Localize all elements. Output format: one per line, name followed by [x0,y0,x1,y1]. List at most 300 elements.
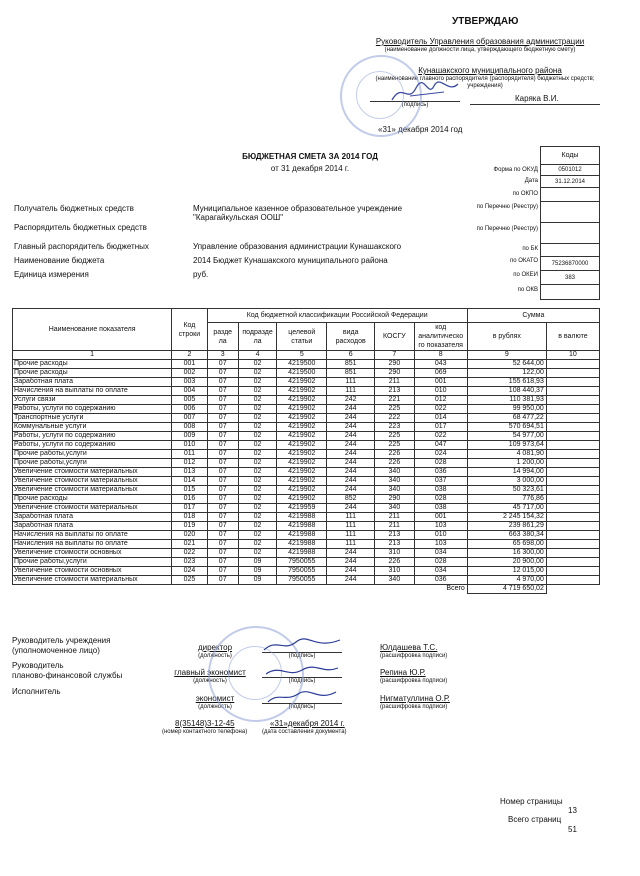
row-kosgu: 226 [375,558,415,567]
row-currency [546,396,599,405]
row-currency [546,549,599,558]
row-name: Начисления на выплаты по оплате [13,531,172,540]
column-number: 2 [172,351,207,360]
row-section: 07 [207,558,238,567]
row-expense-type: 111 [327,378,375,387]
row-code: 010 [172,441,207,450]
row-kosgu: 310 [375,549,415,558]
col-header-currency: в валюте [546,323,599,351]
row-sum: 20 900,00 [467,558,546,567]
row-target: 4219902 [277,423,327,432]
row-target: 4219902 [277,387,327,396]
row-currency [546,531,599,540]
row-code: 012 [172,459,207,468]
row-section: 07 [207,495,238,504]
row-sum: 1 200,00 [467,459,546,468]
row-expense-type: 111 [327,540,375,549]
col-header-subsection: подразде ла [238,323,277,351]
row-currency [546,576,599,585]
row-section: 07 [207,369,238,378]
row-name: Работы, услуги по содержанию [13,441,172,450]
row-expense-type: 852 [327,495,375,504]
row-sum: 12 015,00 [467,567,546,576]
row-subsection: 09 [238,558,277,567]
row-name: Увеличение стоимости основных [13,567,172,576]
head-label-2: (уполномоченное лицо) [12,646,100,655]
date-hint: (дата составления документа) [262,729,347,735]
row-code: 019 [172,522,207,531]
row-name: Увеличение стоимости материальных [13,486,172,495]
approver-signature [390,78,460,106]
row-target: 4219902 [277,441,327,450]
row-target: 4219902 [277,378,327,387]
approval-date: «31» декабря 2014 год [378,125,463,134]
fin-name: Репина Ю.Р. [380,668,426,677]
row-subsection: 02 [238,477,277,486]
approver-position: Руководитель Управления образования администрации [375,37,585,46]
row-expense-type: 111 [327,513,375,522]
row-section: 07 [207,432,238,441]
row-subsection: 02 [238,396,277,405]
table-row [13,477,600,486]
row-kosgu: 340 [375,576,415,585]
row-analytic: 103 [414,522,467,531]
row-expense-type: 244 [327,450,375,459]
row-sum: 776,86 [467,495,546,504]
row-sum: 52 644,00 [467,360,546,369]
row-kosgu: 340 [375,468,415,477]
recipient-value-2: "Карагайкульская ООШ" [193,213,284,222]
exec-position-hint: (должность) [198,704,232,710]
table-row [13,558,600,567]
row-sum: 122,00 [467,369,546,378]
row-currency [546,504,599,513]
row-section: 07 [207,513,238,522]
row-analytic: 022 [414,405,467,414]
row-currency [546,369,599,378]
row-name: Начисления на выплаты по оплате [13,540,172,549]
row-kosgu: 223 [375,423,415,432]
row-analytic: 014 [414,414,467,423]
row-name: Прочие работы,услуги [13,459,172,468]
col-header-line-code: Код строки [172,309,207,351]
row-subsection: 02 [238,360,277,369]
col-header-analytic: код аналитическо го показателя [414,323,467,351]
table-row [13,549,600,558]
table-row [13,450,600,459]
table-row [13,504,600,513]
row-expense-type: 244 [327,504,375,513]
head-signature [262,636,342,654]
head-signature-hint: (подпись) [288,653,316,659]
row-analytic: 012 [414,396,467,405]
row-section: 07 [207,522,238,531]
table-row [13,513,600,522]
row-code: 025 [172,576,207,585]
col-header-section: разде ла [207,323,238,351]
row-currency [546,441,599,450]
row-target: 4219988 [277,540,327,549]
table-row [13,396,600,405]
approver-name: Каряка В.И. [515,94,559,103]
row-kosgu: 290 [375,369,415,378]
row-subsection: 02 [238,468,277,477]
row-section: 07 [207,378,238,387]
code-list-1 [541,202,600,223]
recipient-value-1: Муниципальное казенное образовательное учреждение [193,204,403,213]
row-section: 07 [207,504,238,513]
row-subsection: 02 [238,369,277,378]
code-okei: 383 [541,271,600,285]
row-subsection: 09 [238,567,277,576]
budget-label: Наименование бюджета [14,256,105,265]
column-number: 10 [546,351,599,360]
row-kosgu: 225 [375,441,415,450]
row-subsection: 02 [238,387,277,396]
row-code: 018 [172,513,207,522]
row-kosgu: 211 [375,522,415,531]
row-name: Транспортные услуги [13,414,172,423]
row-subsection: 02 [238,504,277,513]
table-row [13,540,600,549]
row-sum: 663 380,34 [467,531,546,540]
row-currency [546,387,599,396]
table-row [13,369,600,378]
row-sum: 4 970,00 [467,576,546,585]
row-code: 023 [172,558,207,567]
row-currency [546,432,599,441]
row-expense-type: 244 [327,486,375,495]
fin-label-2: планово-финансовой службы [12,671,123,680]
column-number: 3 [207,351,238,360]
approver-org: Кунашакского муниципального района [418,66,562,75]
fin-position: главный экономист [174,668,246,677]
row-analytic: 028 [414,459,467,468]
row-subsection: 02 [238,486,277,495]
column-number: 5 [277,351,327,360]
row-sum: 4 081,90 [467,450,546,459]
row-sum: 109 973,64 [467,441,546,450]
row-analytic: 034 [414,567,467,576]
row-currency [546,459,599,468]
row-kosgu: 226 [375,450,415,459]
row-kosgu: 225 [375,405,415,414]
row-section: 07 [207,468,238,477]
row-expense-type: 244 [327,468,375,477]
row-kosgu: 290 [375,495,415,504]
row-currency [546,423,599,432]
table-row [13,576,600,585]
row-name: Услуги связи [13,396,172,405]
col-header-kosgu: КОСГУ [375,323,415,351]
row-name: Прочие расходы [13,495,172,504]
unit-value: руб. [193,270,209,279]
row-target: 4219902 [277,450,327,459]
exec-signature [262,688,342,706]
row-code: 003 [172,378,207,387]
row-code: 020 [172,531,207,540]
col-header-rub: в рублях [467,323,546,351]
col-header-expense-type: вида расходов [327,323,375,351]
head-name: Юлдашева Т.С. [380,643,438,652]
row-name: Увеличение стоимости основных [13,549,172,558]
row-analytic: 024 [414,450,467,459]
row-code: 006 [172,405,207,414]
fin-signature [262,662,342,680]
total-label: Всего [13,585,468,594]
exec-signature-hint: (подпись) [288,704,316,710]
distributor-label: Распорядитель бюджетных средств [14,223,147,232]
approver-signature-hint: (подпись) [401,102,429,108]
column-number: 4 [238,351,277,360]
row-sum: 3 000,00 [467,477,546,486]
row-currency [546,486,599,495]
row-section: 07 [207,360,238,369]
row-kosgu: 310 [375,567,415,576]
row-subsection: 02 [238,549,277,558]
row-kosgu: 211 [375,513,415,522]
row-analytic: 022 [414,432,467,441]
row-analytic: 069 [414,369,467,378]
fin-signature-hint: (подпись) [288,678,316,684]
row-name: Работы, услуги по содержанию [13,405,172,414]
row-section: 07 [207,441,238,450]
row-kosgu: 221 [375,396,415,405]
row-currency [546,558,599,567]
column-number: 6 [327,351,375,360]
exec-date: «31»декабря 2014 г. [270,719,345,728]
row-kosgu: 213 [375,387,415,396]
row-sum: 14 994,00 [467,468,546,477]
row-kosgu: 340 [375,504,415,513]
row-target: 4219500 [277,360,327,369]
row-currency [546,540,599,549]
row-subsection: 02 [238,405,277,414]
row-expense-type: 244 [327,432,375,441]
col-header-target: целевой статьи [277,323,327,351]
row-section: 07 [207,450,238,459]
row-sum: 2 245 154,32 [467,513,546,522]
row-currency [546,567,599,576]
row-subsection: 02 [238,513,277,522]
codes-box [540,146,600,300]
codes-label-bk: по БК [522,246,538,252]
row-section: 07 [207,477,238,486]
row-expense-type: 244 [327,423,375,432]
row-target: 4219988 [277,522,327,531]
budget-table [12,308,600,594]
row-kosgu: 213 [375,540,415,549]
row-name: Прочие расходы [13,369,172,378]
approver-org-hint: (наименование главного распорядителя (распорядителя) бюджетных средств; учреждения) [375,76,595,89]
row-name: Прочие расходы [13,360,172,369]
row-sum: 54 977,00 [467,432,546,441]
codes-label-okpo: по ОКПО [512,191,538,197]
row-subsection: 02 [238,495,277,504]
total-pages-value: 51 [568,825,577,834]
row-analytic: 001 [414,513,467,522]
row-sum: 99 950,00 [467,405,546,414]
row-name: Коммунальные услуги [13,423,172,432]
row-analytic: 043 [414,360,467,369]
row-target: 4219902 [277,495,327,504]
row-code: 011 [172,450,207,459]
row-analytic: 037 [414,477,467,486]
row-expense-type: 111 [327,387,375,396]
row-name: Прочие работы,услуги [13,450,172,459]
row-target: 4219902 [277,432,327,441]
document-title: БЮДЖЕТНАЯ СМЕТА ЗА 2014 ГОД [242,152,378,161]
row-subsection: 02 [238,423,277,432]
table-row [13,405,600,414]
table-row [13,414,600,423]
row-target: 4219500 [277,369,327,378]
row-analytic: 038 [414,486,467,495]
row-subsection: 02 [238,540,277,549]
row-expense-type: 244 [327,576,375,585]
row-expense-type: 244 [327,441,375,450]
row-code: 001 [172,360,207,369]
row-code: 017 [172,504,207,513]
row-kosgu: 226 [375,459,415,468]
row-currency [546,495,599,504]
row-target: 4219902 [277,459,327,468]
recipient-label: Получатель бюджетных средств [14,204,134,213]
row-sum: 239 861,29 [467,522,546,531]
row-analytic: 017 [414,423,467,432]
row-subsection: 02 [238,531,277,540]
row-name: Начисления на выплаты по оплате [13,387,172,396]
row-kosgu: 213 [375,531,415,540]
row-analytic: 001 [414,378,467,387]
row-section: 07 [207,405,238,414]
row-subsection: 02 [238,378,277,387]
table-row [13,567,600,576]
row-currency [546,414,599,423]
row-expense-type: 851 [327,369,375,378]
table-row [13,378,600,387]
codes-label-okud: Форма по ОКУД [493,167,538,173]
row-sum: 110 381,93 [467,396,546,405]
row-target: 4219902 [277,477,327,486]
codes-label-okei: по ОКЕИ [513,272,538,278]
table-row [13,486,600,495]
row-name: Прочие работы,услуги [13,558,172,567]
row-subsection: 02 [238,441,277,450]
row-kosgu: 340 [375,486,415,495]
row-code: 016 [172,495,207,504]
head-label-1: Руководитель учреждения [12,636,111,645]
codes-label-okato: по ОКАТО [509,258,538,264]
row-sum: 65 698,00 [467,540,546,549]
row-expense-type: 111 [327,531,375,540]
row-subsection: 09 [238,576,277,585]
page-number-label: Номер страницы [500,797,563,806]
row-code: 022 [172,549,207,558]
row-sum: 45 717,00 [467,504,546,513]
row-target: 4219902 [277,468,327,477]
phone-hint: (номер контактного телефона) [162,729,248,735]
row-currency [546,378,599,387]
exec-position: экономист [195,694,235,703]
row-target: 7950055 [277,567,327,576]
row-code: 024 [172,567,207,576]
column-number: 7 [375,351,415,360]
approval-title: УТВЕРЖДАЮ [452,16,519,27]
codes-header: Коды [541,147,600,165]
row-section: 07 [207,567,238,576]
row-code: 002 [172,369,207,378]
exec-label: Исполнитель [12,687,61,696]
table-row [13,360,600,369]
code-bk [541,244,600,257]
codes-label-list-1: по Перечню (Реестру) [476,204,538,210]
row-target: 4219988 [277,549,327,558]
row-analytic: 038 [414,504,467,513]
unit-label: Единица измерения [14,270,89,279]
row-currency [546,360,599,369]
row-section: 07 [207,576,238,585]
row-code: 021 [172,540,207,549]
code-okud: 0501012 [541,165,600,176]
table-row [13,531,600,540]
row-kosgu: 340 [375,477,415,486]
row-code: 004 [172,387,207,396]
row-analytic: 010 [414,531,467,540]
codes-label-okv: по ОКВ [517,287,538,293]
budget-value: 2014 Бюджет Кунашакского муниципального района [193,256,388,265]
row-expense-type: 244 [327,558,375,567]
row-target: 4219902 [277,414,327,423]
row-subsection: 02 [238,450,277,459]
approver-position-hint: (наименование должности лица, утверждающего бюджетную смету) [384,47,576,53]
code-date: 31.12.2014 [541,176,600,188]
row-expense-type: 244 [327,549,375,558]
column-number: 1 [13,351,172,360]
row-section: 07 [207,387,238,396]
main-distributor-label: Главный распорядитель бюджетных [14,242,149,251]
code-okv [541,285,600,300]
head-position: директор [197,643,233,652]
row-expense-type: 244 [327,459,375,468]
row-analytic: 047 [414,441,467,450]
table-row [13,459,600,468]
row-expense-type: 242 [327,396,375,405]
table-row [13,522,600,531]
row-expense-type: 244 [327,414,375,423]
code-list-2 [541,223,600,244]
row-section: 07 [207,414,238,423]
fin-label-1: Руководитель [12,661,64,670]
row-target: 7950055 [277,558,327,567]
column-number: 8 [414,351,467,360]
row-code: 013 [172,468,207,477]
head-position-hint: (должность) [198,653,232,659]
row-target: 4219902 [277,486,327,495]
row-expense-type: 111 [327,522,375,531]
row-section: 07 [207,459,238,468]
row-expense-type: 244 [327,405,375,414]
row-section: 07 [207,540,238,549]
row-target: 4219902 [277,405,327,414]
exec-phone: 8(35148)3-12-45 [175,719,235,728]
row-code: 009 [172,432,207,441]
row-target: 4219988 [277,531,327,540]
row-name: Заработная плата [13,378,172,387]
codes-label-list-2: по Перечню (Реестру) [476,226,538,232]
total-value: 4 719 650,02 [467,585,546,594]
row-sum: 50 323,61 [467,486,546,495]
